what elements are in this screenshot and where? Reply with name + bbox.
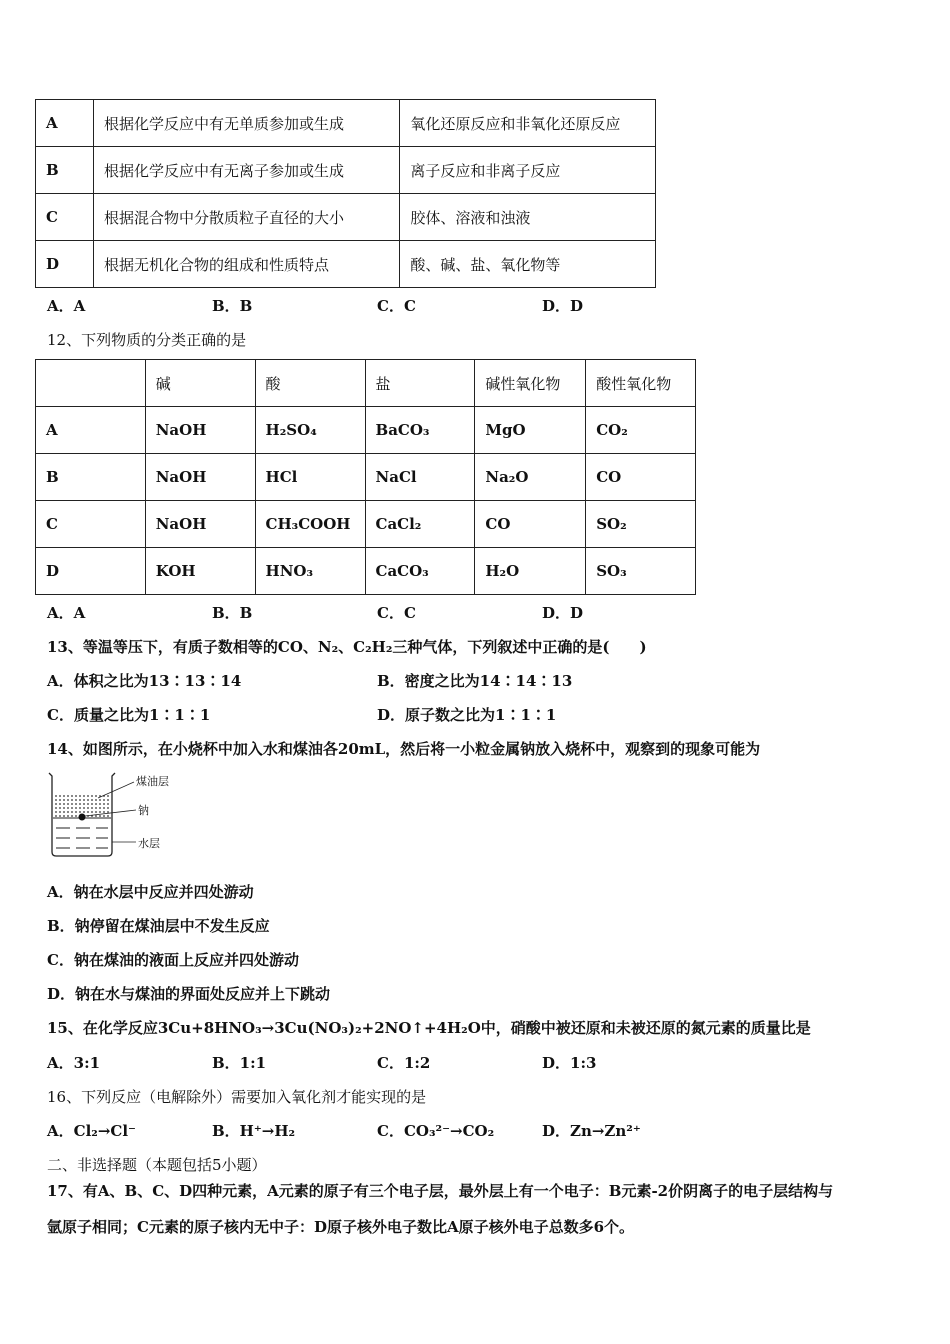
row-label: B <box>36 454 146 501</box>
q16-option-c[interactable]: C．CO₃²⁻→CO₂ <box>377 1122 495 1140</box>
acidic-oxide-cell: SO₃ <box>586 548 696 595</box>
classification-basis: 根据混合物中分散质粒子直径的大小 <box>93 194 399 241</box>
q15-option-a[interactable]: A．3:1 <box>47 1054 101 1072</box>
acidic-oxide-cell: CO₂ <box>586 407 696 454</box>
row-label: D <box>36 241 94 288</box>
row-label: C <box>36 194 94 241</box>
q14-option-a[interactable]: A．钠在水层中反应并四处游动 <box>47 883 254 901</box>
q15-option-d[interactable]: D．1:3 <box>542 1054 597 1072</box>
acid-cell: HNO₃ <box>255 548 365 595</box>
q17-text-line-1: 17、有A、B、C、D四种元素，A元素的原子有三个电子层，最外层上有一个电子：B元素-2价阴离子的电子层结构与 <box>47 1182 834 1200</box>
q12-table <box>35 359 696 595</box>
acid-cell: CH₃COOH <box>255 501 365 548</box>
table-row <box>36 194 656 241</box>
classification-types: 离子反应和非离子反应 <box>400 147 656 194</box>
row-label: B <box>36 147 94 194</box>
classification-basis: 根据化学反应中有无单质参加或生成 <box>93 100 399 147</box>
classification-types: 胶体、溶液和浊液 <box>400 194 656 241</box>
q11-table <box>35 99 656 288</box>
acidic-oxide-cell: CO <box>586 454 696 501</box>
salt-cell: NaCl <box>365 454 475 501</box>
row-label: A <box>36 407 146 454</box>
base-cell: NaOH <box>145 454 255 501</box>
acid-cell: H₂SO₄ <box>255 407 365 454</box>
q16-option-a[interactable]: A．Cl₂→Cl⁻ <box>47 1122 136 1140</box>
row-label: A <box>36 100 94 147</box>
header-cell: 碱 <box>145 360 255 407</box>
water-label: 水层 <box>138 837 160 850</box>
q16-option-d[interactable]: D．Zn→Zn²⁺ <box>542 1122 641 1140</box>
q12-stem: 12、下列物质的分类正确的是 <box>47 331 247 349</box>
q12-option-c[interactable]: C．C <box>377 604 416 622</box>
q14-option-d[interactable]: D．钠在水与煤油的界面处反应并上下跳动 <box>47 985 331 1003</box>
q17-text-line-2: 氩原子相同；C元素的原子核内无中子：D原子核外电子数比A原子核外电子总数多6个。 <box>47 1218 635 1236</box>
basic-oxide-cell: MgO <box>475 407 586 454</box>
q13-stem: 13、等温等压下，有质子数相等的CO、N₂、C₂H₂三种气体，下列叙述中正确的是( ) <box>47 638 647 656</box>
base-cell: NaOH <box>145 407 255 454</box>
salt-cell: BaCO₃ <box>365 407 475 454</box>
q12-option-d[interactable]: D．D <box>542 604 584 622</box>
table-header-row <box>36 360 696 407</box>
header-cell: 盐 <box>365 360 475 407</box>
q15-option-c[interactable]: C．1:2 <box>377 1054 431 1072</box>
q14-stem: 14、如图所示，在小烧杯中加入水和煤油各20mL，然后将一小粒金属钠放入烧杯中，观察到的现象可能为 <box>47 740 761 758</box>
q11-option-c[interactable]: C．C <box>377 297 416 315</box>
classification-types: 氧化还原反应和非氧化还原反应 <box>400 100 656 147</box>
header-cell: 酸 <box>255 360 365 407</box>
classification-basis: 根据化学反应中有无离子参加或生成 <box>93 147 399 194</box>
table-row <box>36 454 696 501</box>
q16-stem: 16、下列反应（电解除外）需要加入氧化剂才能实现的是 <box>47 1088 427 1106</box>
salt-cell: CaCl₂ <box>365 501 475 548</box>
row-label: D <box>36 548 146 595</box>
table-row <box>36 147 656 194</box>
table-row <box>36 501 696 548</box>
table-row <box>36 548 696 595</box>
q14-option-b[interactable]: B．钠停留在煤油层中不发生反应 <box>47 917 270 935</box>
table-row <box>36 241 656 288</box>
q16-option-b[interactable]: B．H⁺→H₂ <box>212 1122 296 1140</box>
sodium-piece <box>79 814 86 821</box>
q13-option-d[interactable]: D．原子数之比为1∶1∶1 <box>377 706 557 724</box>
q11-option-b[interactable]: B．B <box>212 297 253 315</box>
basic-oxide-cell: CO <box>475 501 586 548</box>
acid-cell: HCl <box>255 454 365 501</box>
sodium-label: 钠 <box>138 804 149 817</box>
q13-option-a[interactable]: A．体积之比为13∶13∶14 <box>47 672 242 690</box>
basic-oxide-cell: Na₂O <box>475 454 586 501</box>
q11-option-d[interactable]: D．D <box>542 297 584 315</box>
acidic-oxide-cell: SO₂ <box>586 501 696 548</box>
base-cell: NaOH <box>145 501 255 548</box>
q12-option-a[interactable]: A．A <box>47 604 86 622</box>
classification-basis: 根据无机化合物的组成和性质特点 <box>93 241 399 288</box>
q13-option-c[interactable]: C．质量之比为1∶1∶1 <box>47 706 211 724</box>
q11-option-a[interactable]: A．A <box>47 297 86 315</box>
q15-stem: 15、在化学反应3Cu+8HNO₃→3Cu(NO₃)₂+2NO↑+4H₂O中，硝酸中被还原和未被还原的氮元素的质量比是 <box>47 1019 811 1037</box>
header-cell: 酸性氧化物 <box>586 360 696 407</box>
classification-types: 酸、碱、盐、氧化物等 <box>400 241 656 288</box>
base-cell: KOH <box>145 548 255 595</box>
row-label: C <box>36 501 146 548</box>
table-row <box>36 407 696 454</box>
q12-option-b[interactable]: B．B <box>212 604 253 622</box>
header-cell <box>36 360 146 407</box>
table-row <box>36 100 656 147</box>
kerosene-label: 煤油层 <box>136 775 169 788</box>
q14-option-c[interactable]: C．钠在煤油的液面上反应并四处游动 <box>47 951 299 969</box>
q15-option-b[interactable]: B．1:1 <box>212 1054 267 1072</box>
header-cell: 碱性氧化物 <box>475 360 586 407</box>
q13-option-b[interactable]: B．密度之比为14∶14∶13 <box>377 672 573 690</box>
salt-cell: CaCO₃ <box>365 548 475 595</box>
basic-oxide-cell: H₂O <box>475 548 586 595</box>
beaker-figure <box>46 770 176 860</box>
section-title: 二、非选择题（本题包括5小题） <box>47 1156 267 1174</box>
